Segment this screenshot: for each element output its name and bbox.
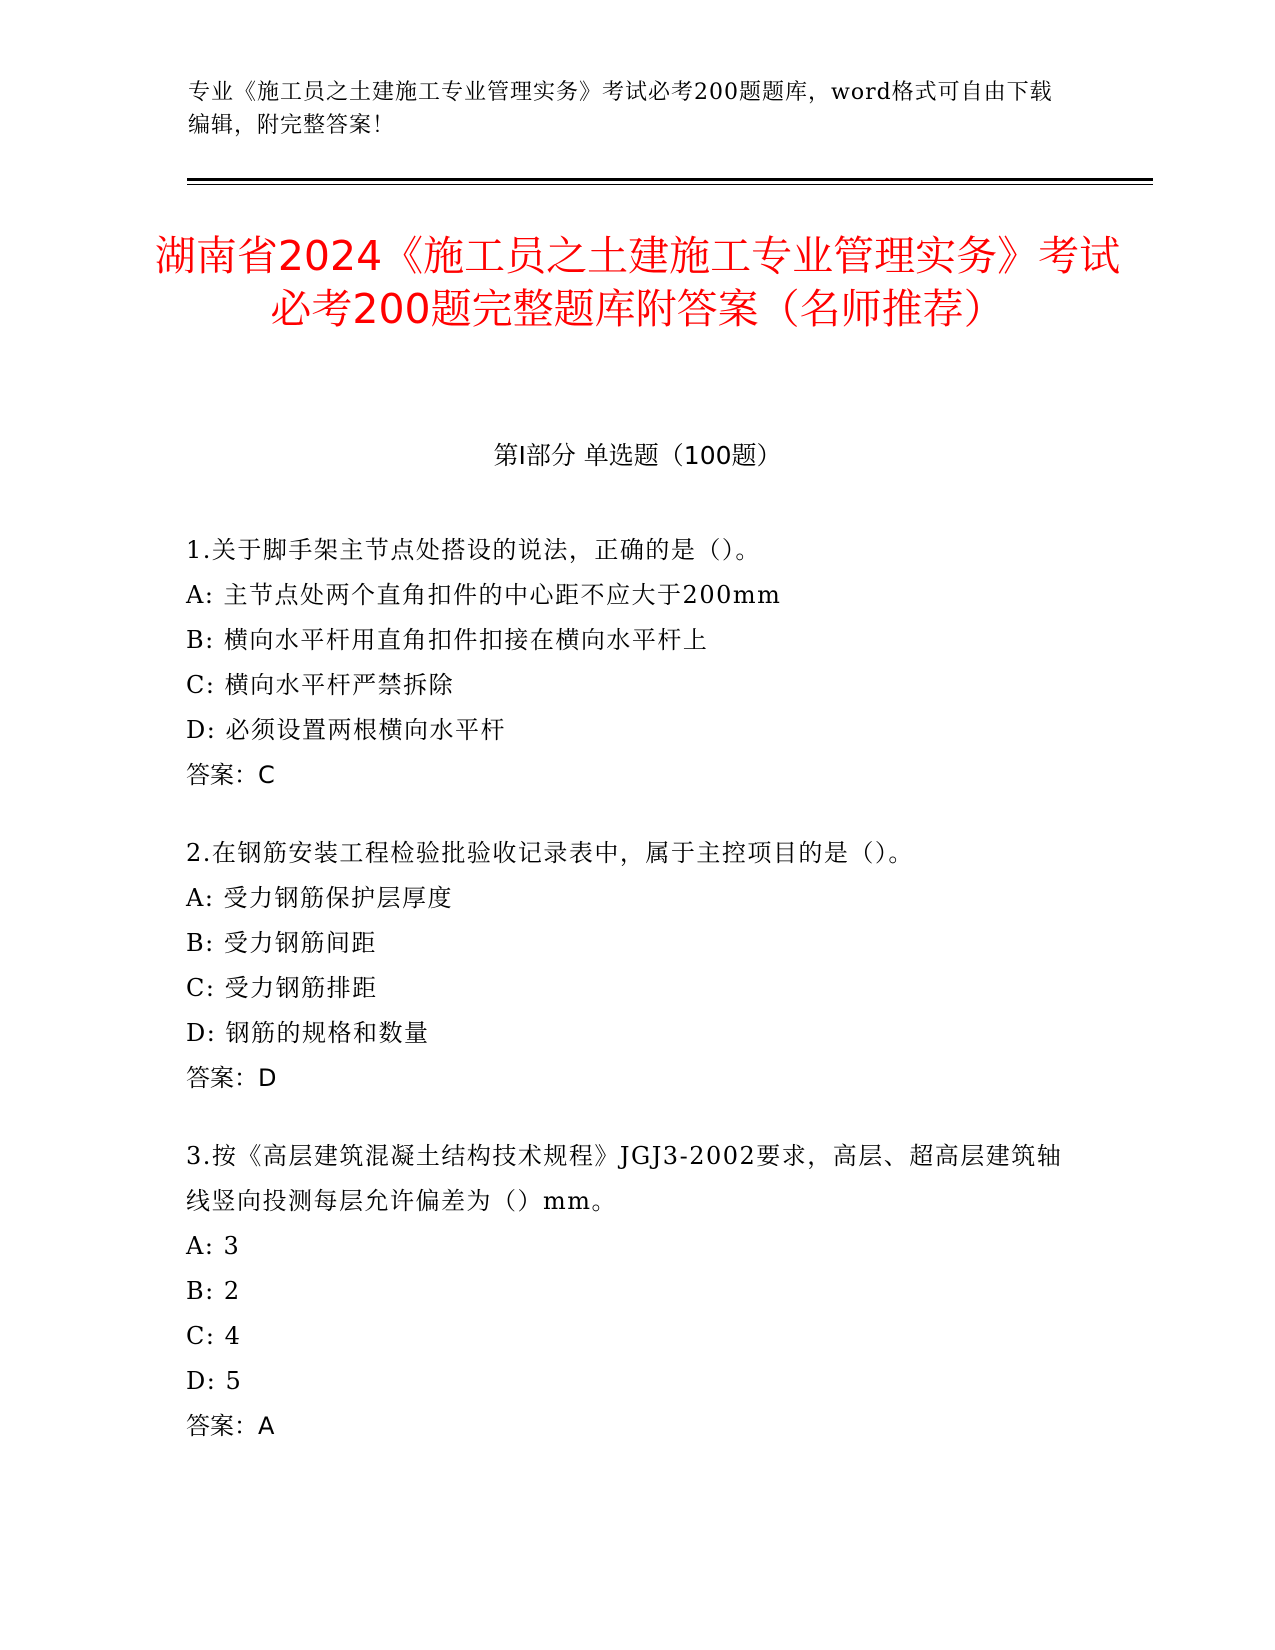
option-d: D: 钢筋的规格和数量 — [186, 1019, 430, 1047]
option-a: A: 3 — [186, 1232, 241, 1260]
question-stem: 1.关于脚手架主节点处搭设的说法，正确的是（）。 — [186, 536, 761, 564]
option-a: A: 受力钢筋保护层厚度 — [186, 884, 454, 912]
header-divider-thin — [187, 184, 1153, 185]
answer: 答案：D — [186, 1064, 277, 1092]
option-d: D: 必须设置两根横向水平杆 — [186, 716, 506, 744]
option-a: A: 主节点处两个直角扣件的中心距不应大于200mm — [186, 581, 782, 609]
option-b: B: 横向水平杆用直角扣件扣接在横向水平杆上 — [186, 626, 709, 654]
question-stem: 2.在钢筋安装工程检验批验收记录表中，属于主控项目的是（）。 — [186, 839, 914, 867]
document-title: 湖南省2024《施工员之土建施工专业管理实务》考试必考200题完整题库附答案（名师推荐） — [154, 232, 1121, 333]
option-b: B: 2 — [186, 1277, 241, 1305]
question-3 — [186, 1134, 1086, 1449]
header-divider-thick — [187, 178, 1153, 181]
question-1 — [186, 528, 1086, 798]
option-c: C: 横向水平杆严禁拆除 — [186, 671, 455, 699]
section-heading: 第I部分 单选题（100题） — [493, 441, 782, 470]
option-c: C: 4 — [186, 1322, 242, 1350]
answer: 答案：C — [186, 761, 275, 789]
header-note: 专业《施工员之土建施工专业管理实务》考试必考200题题库，word格式可自由下载编辑，附完整答案！ — [188, 80, 1053, 138]
question-2 — [186, 831, 1086, 1101]
answer: 答案：A — [186, 1412, 275, 1440]
option-d: D: 5 — [186, 1367, 243, 1395]
option-c: C: 受力钢筋排距 — [186, 974, 378, 1002]
question-list — [186, 528, 1086, 1449]
option-b: B: 受力钢筋间距 — [186, 929, 377, 957]
question-stem: 3.按《高层建筑混凝土结构技术规程》JGJ3-2002要求，高层、超高层建筑轴线竖向投测每层允许偏差为（）mm。 — [186, 1142, 1063, 1215]
